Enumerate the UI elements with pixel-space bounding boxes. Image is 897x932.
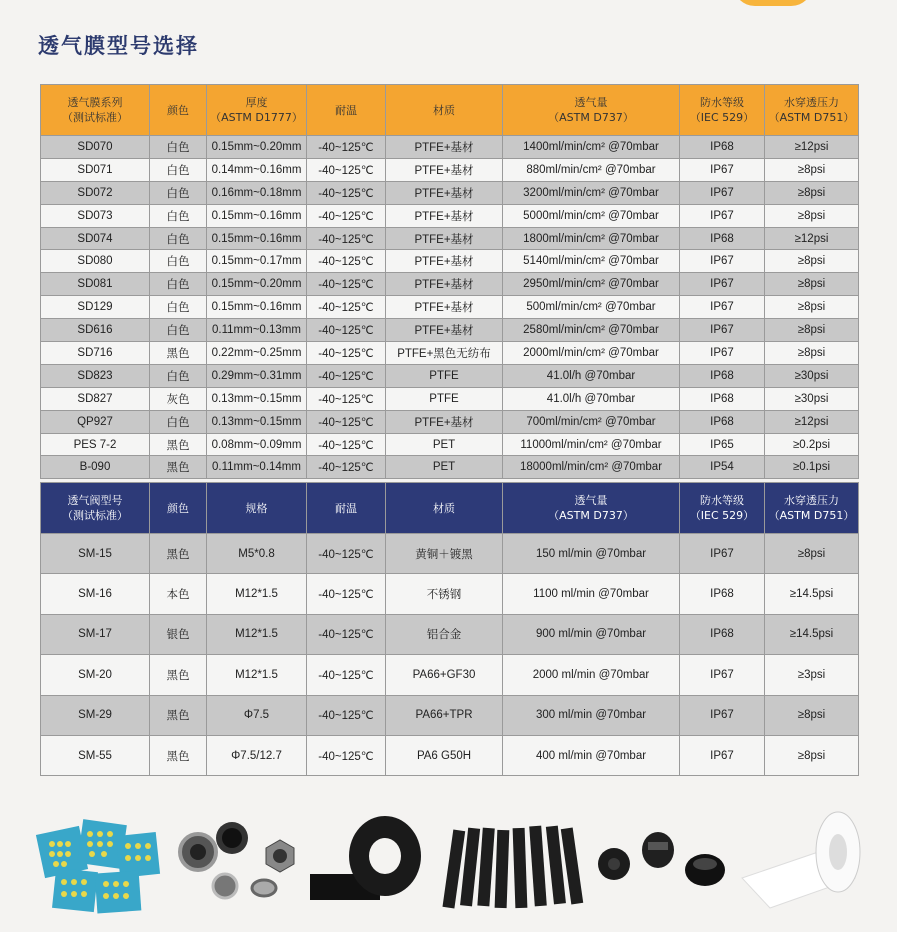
valve-cell: 黑色 xyxy=(150,695,207,735)
white-tape-roll-image xyxy=(742,812,860,908)
membrane-cell: SD129 xyxy=(41,296,150,319)
membrane-cell: 0.22mm~0.25mm xyxy=(207,342,307,365)
membrane-cell: PET xyxy=(386,433,503,456)
membrane-header-label: 防水等级 xyxy=(700,96,744,109)
vent-valves-image xyxy=(180,822,294,898)
membrane-cell: 0.08mm~0.09mm xyxy=(207,433,307,456)
membrane-cell: -40~125℃ xyxy=(307,456,386,479)
membrane-header-0 xyxy=(41,85,150,136)
membrane-row xyxy=(41,410,859,433)
membrane-cell: 880ml/min/cm² @70mbar xyxy=(503,158,680,181)
valve-header-2 xyxy=(207,483,307,534)
valve-header-label: 规格 xyxy=(245,501,268,515)
valve-cell: M5*0.8 xyxy=(207,534,307,574)
membrane-header-1 xyxy=(150,85,207,136)
membrane-cell: 0.15mm~0.20mm xyxy=(207,273,307,296)
membrane-cell: 白色 xyxy=(150,364,207,387)
membrane-cell: -40~125℃ xyxy=(307,227,386,250)
valve-cell: SM-20 xyxy=(41,655,150,695)
membrane-cell: 白色 xyxy=(150,273,207,296)
membrane-cell: -40~125℃ xyxy=(307,410,386,433)
valve-cell: Φ7.5 xyxy=(207,695,307,735)
membrane-cell: IP68 xyxy=(680,136,765,159)
valve-header-standard: （ASTM D751） xyxy=(768,509,855,522)
membrane-cell: 白色 xyxy=(150,227,207,250)
corner-decoration xyxy=(733,0,813,6)
valve-cell: SM-29 xyxy=(41,695,150,735)
valve-cell: 铝合金 xyxy=(386,614,503,654)
membrane-row xyxy=(41,273,859,296)
membrane-cell: IP65 xyxy=(680,433,765,456)
membrane-cell: 11000ml/min/cm² @70mbar xyxy=(503,433,680,456)
valve-cell: 2000 ml/min @70mbar xyxy=(503,655,680,695)
valve-cell: 黑色 xyxy=(150,735,207,775)
membrane-header-label: 材质 xyxy=(433,103,455,117)
membrane-cell: ≥8psi xyxy=(765,250,859,273)
membrane-cell: 1400ml/min/cm² @70mbar xyxy=(503,136,680,159)
membrane-header-row xyxy=(41,85,859,136)
membrane-cell: SD070 xyxy=(41,136,150,159)
membrane-row xyxy=(41,456,859,479)
valve-header-7 xyxy=(765,483,859,534)
membrane-cell: -40~125℃ xyxy=(307,204,386,227)
membrane-cell: IP68 xyxy=(680,410,765,433)
membrane-cell: PTFE+基材 xyxy=(386,136,503,159)
membrane-cell: 0.14mm~0.16mm xyxy=(207,158,307,181)
valve-cell: ≥8psi xyxy=(765,534,859,574)
membrane-cell: 0.15mm~0.16mm xyxy=(207,227,307,250)
membrane-cell: 0.16mm~0.18mm xyxy=(207,181,307,204)
membrane-cell: PTFE xyxy=(386,387,503,410)
membrane-cell: 0.15mm~0.16mm xyxy=(207,204,307,227)
membrane-row xyxy=(41,181,859,204)
valve-table xyxy=(40,482,859,776)
membrane-cell: ≥12psi xyxy=(765,136,859,159)
valve-cell: SM-55 xyxy=(41,735,150,775)
valve-cell: IP68 xyxy=(680,574,765,614)
valve-cell: 本色 xyxy=(150,574,207,614)
valve-header-0 xyxy=(41,483,150,534)
valve-cell: M12*1.5 xyxy=(207,574,307,614)
membrane-cell: PTFE+基材 xyxy=(386,204,503,227)
membrane-cell: SD074 xyxy=(41,227,150,250)
valve-header-label: 透气阀型号 xyxy=(67,494,123,507)
membrane-row xyxy=(41,158,859,181)
membrane-row xyxy=(41,136,859,159)
valve-cell: Φ7.5/12.7 xyxy=(207,735,307,775)
product-photos xyxy=(0,808,897,932)
membrane-cell: 白色 xyxy=(150,250,207,273)
membrane-cell: 0.29mm~0.31mm xyxy=(207,364,307,387)
membrane-row xyxy=(41,342,859,365)
valve-cell: -40~125℃ xyxy=(307,735,386,775)
membrane-cell: PTFE+基材 xyxy=(386,410,503,433)
valve-row xyxy=(41,655,859,695)
valve-cell: ≥3psi xyxy=(765,655,859,695)
membrane-cell: QP927 xyxy=(41,410,150,433)
valve-header-3 xyxy=(307,483,386,534)
membrane-cell: 灰色 xyxy=(150,387,207,410)
membrane-cell: PTFE+黑色无纺布 xyxy=(386,342,503,365)
membrane-row xyxy=(41,204,859,227)
valve-header-label: 耐温 xyxy=(335,501,357,515)
membrane-cell: ≥8psi xyxy=(765,296,859,319)
membrane-cell: IP54 xyxy=(680,456,765,479)
membrane-cell: ≥8psi xyxy=(765,158,859,181)
membrane-cell: 41.0l/h @70mbar xyxy=(503,364,680,387)
valve-header-4 xyxy=(386,483,503,534)
membrane-cell: 0.13mm~0.15mm xyxy=(207,387,307,410)
membrane-cell: 0.13mm~0.15mm xyxy=(207,410,307,433)
membrane-row xyxy=(41,227,859,250)
membrane-header-label: 透气膜系列 xyxy=(67,96,123,109)
valve-header-label: 水穿透压力 xyxy=(784,494,839,507)
membrane-cell: IP67 xyxy=(680,181,765,204)
valve-header-5 xyxy=(503,483,680,534)
membrane-row xyxy=(41,250,859,273)
membrane-cell: IP68 xyxy=(680,364,765,387)
membrane-header-label: 厚度 xyxy=(245,96,268,109)
membrane-cell: -40~125℃ xyxy=(307,250,386,273)
membrane-cell: ≥8psi xyxy=(765,181,859,204)
membrane-cell: -40~125℃ xyxy=(307,136,386,159)
valve-cell: ≥14.5psi xyxy=(765,574,859,614)
membrane-cell: 黑色 xyxy=(150,433,207,456)
membrane-cell: PTFE+基材 xyxy=(386,296,503,319)
membrane-cell: 700ml/min/cm² @70mbar xyxy=(503,410,680,433)
membrane-cell: SD072 xyxy=(41,181,150,204)
valve-header-standard: （ASTM D737） xyxy=(548,509,634,522)
membrane-cell: PTFE+基材 xyxy=(386,250,503,273)
valve-cell: -40~125℃ xyxy=(307,534,386,574)
membrane-cell: 白色 xyxy=(150,136,207,159)
valve-cell: IP67 xyxy=(680,655,765,695)
membrane-cell: PTFE+基材 xyxy=(386,273,503,296)
valve-header-standard: （IEC 529） xyxy=(689,509,755,522)
valve-header-label: 透气量 xyxy=(574,494,608,507)
membrane-cell: 3200ml/min/cm² @70mbar xyxy=(503,181,680,204)
membrane-cell: 白色 xyxy=(150,181,207,204)
membrane-cell: IP67 xyxy=(680,319,765,342)
membrane-cell: SD616 xyxy=(41,319,150,342)
membrane-cell: ≥0.1psi xyxy=(765,456,859,479)
membrane-table xyxy=(40,84,859,479)
page-title: 透气膜型号选择 xyxy=(38,34,199,58)
membrane-cell: ≥12psi xyxy=(765,410,859,433)
membrane-header-5 xyxy=(503,85,680,136)
membrane-cell: PTFE+基材 xyxy=(386,181,503,204)
valve-header-label: 颜色 xyxy=(167,501,189,515)
membrane-header-3 xyxy=(307,85,386,136)
valve-cell: M12*1.5 xyxy=(207,655,307,695)
membrane-row xyxy=(41,387,859,410)
valve-row xyxy=(41,534,859,574)
membrane-cell: -40~125℃ xyxy=(307,433,386,456)
valve-cell: 300 ml/min @70mbar xyxy=(503,695,680,735)
membrane-cell: IP67 xyxy=(680,250,765,273)
membrane-cell: SD827 xyxy=(41,387,150,410)
membrane-cell: PTFE+基材 xyxy=(386,158,503,181)
membrane-cell: -40~125℃ xyxy=(307,273,386,296)
valve-header-standard: （测试标准） xyxy=(62,509,128,522)
valve-row xyxy=(41,614,859,654)
black-valve-caps-image xyxy=(598,832,725,886)
membrane-cell: 0.11mm~0.14mm xyxy=(207,456,307,479)
membrane-header-standard: （ASTM D737） xyxy=(548,111,634,124)
membrane-cell: IP67 xyxy=(680,342,765,365)
membrane-cell: 0.15mm~0.20mm xyxy=(207,136,307,159)
valve-row xyxy=(41,574,859,614)
membrane-cell: PES 7-2 xyxy=(41,433,150,456)
membrane-row xyxy=(41,433,859,456)
valve-row xyxy=(41,695,859,735)
valve-cell: -40~125℃ xyxy=(307,655,386,695)
valve-header-label: 防水等级 xyxy=(700,494,744,507)
valve-cell: SM-17 xyxy=(41,614,150,654)
membrane-cell: 黑色 xyxy=(150,342,207,365)
membrane-cell: 1800ml/min/cm² @70mbar xyxy=(503,227,680,250)
membrane-header-label: 颜色 xyxy=(167,103,189,117)
membrane-cell: SD081 xyxy=(41,273,150,296)
membrane-header-label: 透气量 xyxy=(574,96,608,109)
membrane-cell: IP67 xyxy=(680,158,765,181)
membrane-cell: 0.15mm~0.16mm xyxy=(207,296,307,319)
valve-cell: -40~125℃ xyxy=(307,574,386,614)
membrane-cell: IP67 xyxy=(680,273,765,296)
valve-cell: 黄铜＋镀黑 xyxy=(386,534,503,574)
membrane-cell: 白色 xyxy=(150,410,207,433)
membrane-cell: 黑色 xyxy=(150,456,207,479)
membrane-cell: 2950ml/min/cm² @70mbar xyxy=(503,273,680,296)
membrane-cell: 白色 xyxy=(150,296,207,319)
membrane-cell: 白色 xyxy=(150,158,207,181)
valve-cell: IP67 xyxy=(680,735,765,775)
membrane-cell: ≥8psi xyxy=(765,273,859,296)
membrane-row xyxy=(41,296,859,319)
membrane-cell: -40~125℃ xyxy=(307,364,386,387)
valve-cell: 1100 ml/min @70mbar xyxy=(503,574,680,614)
membrane-header-label: 耐温 xyxy=(335,103,357,117)
membrane-header-standard: （ASTM D1777） xyxy=(210,111,303,124)
membrane-cell: 2580ml/min/cm² @70mbar xyxy=(503,319,680,342)
membrane-cell: ≥8psi xyxy=(765,319,859,342)
valve-header-1 xyxy=(150,483,207,534)
valve-cell: M12*1.5 xyxy=(207,614,307,654)
membrane-cell: 41.0l/h @70mbar xyxy=(503,387,680,410)
membrane-cell: ≥30psi xyxy=(765,364,859,387)
valve-cell: -40~125℃ xyxy=(307,614,386,654)
valve-cell: 150 ml/min @70mbar xyxy=(503,534,680,574)
valve-cell: IP67 xyxy=(680,534,765,574)
valve-cell: SM-16 xyxy=(41,574,150,614)
membrane-cell: -40~125℃ xyxy=(307,158,386,181)
valve-cell: IP68 xyxy=(680,614,765,654)
membrane-cell: -40~125℃ xyxy=(307,342,386,365)
valve-cell: ≥8psi xyxy=(765,695,859,735)
membrane-cell: B-090 xyxy=(41,456,150,479)
membrane-header-6 xyxy=(680,85,765,136)
membrane-row xyxy=(41,364,859,387)
membrane-cell: ≥0.2psi xyxy=(765,433,859,456)
membrane-cell: 500ml/min/cm² @70mbar xyxy=(503,296,680,319)
membrane-header-label: 水穿透压力 xyxy=(784,96,839,109)
valve-cell: 黑色 xyxy=(150,655,207,695)
membrane-cell: -40~125℃ xyxy=(307,319,386,342)
membrane-cell: -40~125℃ xyxy=(307,296,386,319)
membrane-header-standard: （ASTM D751） xyxy=(768,111,855,124)
valve-cell: SM-15 xyxy=(41,534,150,574)
vent-sticker-sheets-image xyxy=(36,819,160,913)
membrane-cell: IP68 xyxy=(680,227,765,250)
membrane-cell: IP68 xyxy=(680,387,765,410)
membrane-cell: ≥12psi xyxy=(765,227,859,250)
membrane-cell: IP67 xyxy=(680,296,765,319)
membrane-cell: ≥30psi xyxy=(765,387,859,410)
membrane-header-standard: （测试标准） xyxy=(62,111,128,124)
valve-header-label: 材质 xyxy=(433,501,455,515)
valve-cell: 400 ml/min @70mbar xyxy=(503,735,680,775)
membrane-cell: 5000ml/min/cm² @70mbar xyxy=(503,204,680,227)
valve-cell: 黑色 xyxy=(150,534,207,574)
valve-cell: PA66+TPR xyxy=(386,695,503,735)
membrane-cell: -40~125℃ xyxy=(307,387,386,410)
membrane-cell: PET xyxy=(386,456,503,479)
membrane-cell: 白色 xyxy=(150,319,207,342)
valve-cell: 900 ml/min @70mbar xyxy=(503,614,680,654)
membrane-cell: 2000ml/min/cm² @70mbar xyxy=(503,342,680,365)
membrane-cell: IP67 xyxy=(680,204,765,227)
membrane-header-2 xyxy=(207,85,307,136)
membrane-cell: PTFE+基材 xyxy=(386,227,503,250)
membrane-cell: PTFE+基材 xyxy=(386,319,503,342)
valve-row xyxy=(41,735,859,775)
membrane-cell: 0.15mm~0.17mm xyxy=(207,250,307,273)
membrane-header-7 xyxy=(765,85,859,136)
membrane-cell: SD080 xyxy=(41,250,150,273)
valve-header-row xyxy=(41,483,859,534)
membrane-cell: PTFE xyxy=(386,364,503,387)
valve-cell: -40~125℃ xyxy=(307,695,386,735)
membrane-cell: ≥8psi xyxy=(765,342,859,365)
membrane-cell: 白色 xyxy=(150,204,207,227)
membrane-cell: SD823 xyxy=(41,364,150,387)
valve-cell: ≥8psi xyxy=(765,735,859,775)
membrane-header-4 xyxy=(386,85,503,136)
valve-cell: PA6 G50H xyxy=(386,735,503,775)
valve-cell: 不锈钢 xyxy=(386,574,503,614)
membrane-cell: 5140ml/min/cm² @70mbar xyxy=(503,250,680,273)
membrane-cell: SD716 xyxy=(41,342,150,365)
membrane-row xyxy=(41,319,859,342)
membrane-cell: SD071 xyxy=(41,158,150,181)
membrane-cell: ≥8psi xyxy=(765,204,859,227)
membrane-header-standard: （IEC 529） xyxy=(689,111,755,124)
valve-cell: PA66+GF30 xyxy=(386,655,503,695)
valve-cell: ≥14.5psi xyxy=(765,614,859,654)
black-dot-strips-image xyxy=(442,826,583,909)
membrane-cell: 18000ml/min/cm² @70mbar xyxy=(503,456,680,479)
membrane-cell: -40~125℃ xyxy=(307,181,386,204)
valve-header-6 xyxy=(680,483,765,534)
black-tape-roll-image xyxy=(310,816,421,900)
valve-cell: IP67 xyxy=(680,695,765,735)
membrane-cell: 0.11mm~0.13mm xyxy=(207,319,307,342)
valve-cell: 银色 xyxy=(150,614,207,654)
membrane-cell: SD073 xyxy=(41,204,150,227)
